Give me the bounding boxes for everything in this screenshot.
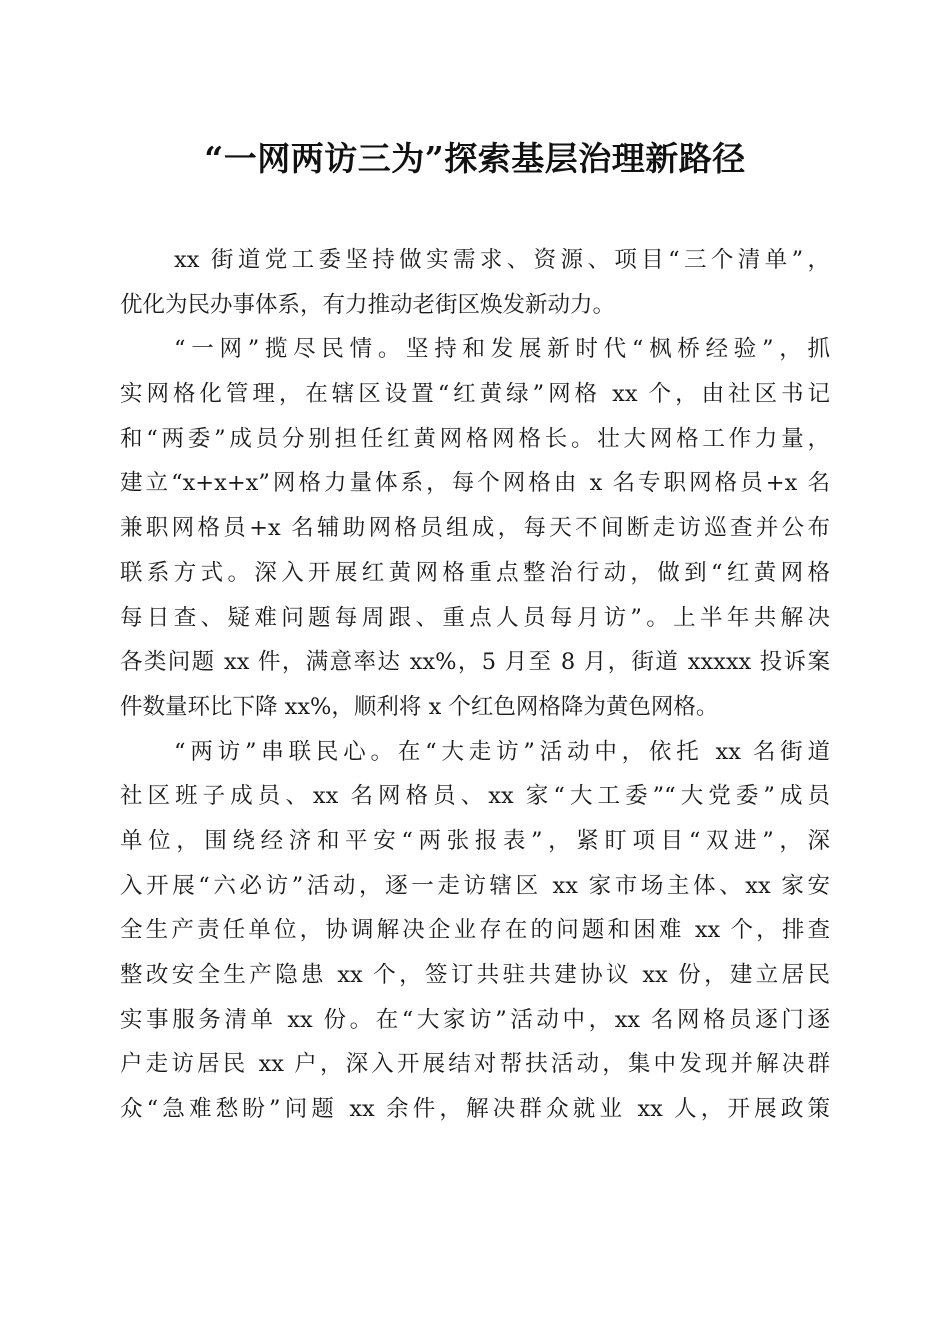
paragraph-line: 兼职网格员+x 名辅助网格员组成，每天不间断走访巡查并公布 xyxy=(120,515,830,542)
paragraph-line: 入开展“六必访”活动，逐一走访辖区 xx 家市场主体、xx 家安 xyxy=(120,872,830,899)
paragraph-line: 和“两委”成员分别担任红黄网格网格长。壮大网格工作力量， xyxy=(120,425,830,452)
paragraph-line: “一网”揽尽民情。坚持和发展新时代“枫桥经验”，抓 xyxy=(174,336,830,363)
paragraph-line: xx 街道党工委坚持做实需求、资源、项目“三个清单”， xyxy=(174,247,830,273)
paragraph-line: 联系方式。深入开展红黄网格重点整治行动，做到“红黄网格 xyxy=(120,559,830,586)
paragraph-line: “两访”串联民心。在“大走访”活动中，依托 xx 名街道 xyxy=(174,738,830,765)
paragraph-line: 每日查、疑难问题每周跟、重点人员每月访”。上半年共解决 xyxy=(120,604,830,631)
paragraph-line: 各类问题 xx 件，满意率达 xx%，5 月至 8 月，街道 xxxxx 投诉案 xyxy=(120,649,830,676)
paragraph-line: 整改安全生产隐患 xx 个，签订共驻共建协议 xx 份，建立居民 xyxy=(120,962,830,988)
document-body xyxy=(120,238,830,1132)
paragraph-line: 社区班子成员、xx 名网格员、xx 家“大工委”“大党委”成员 xyxy=(120,783,830,810)
paragraph-line: 单位，围绕经济和平安“两张报表”，紧盯项目“双进”，深 xyxy=(120,827,830,854)
paragraph-line: 实网格化管理，在辖区设置“红黄绿”网格 xx 个，由社区书记 xyxy=(120,381,830,408)
paragraph-line: 建立“x+x+x”网格力量体系，每个网格由 x 名专职网格员+x 名 xyxy=(120,470,830,497)
paragraph-line: 实事服务清单 xx 份。在“大家访”活动中，xx 名网格员逐门逐 xyxy=(120,1006,830,1033)
document-title: “一网两访三为”探索基层治理新路径 xyxy=(204,139,746,178)
paragraph-line: 优化为民办事体系，有力推动老街区焕发新动力。 xyxy=(120,291,616,318)
paragraph-line: 户走访居民 xx 户，深入开展结对帮扶活动，集中发现并解决群 xyxy=(120,1051,830,1078)
paragraph-line: 全生产责任单位，协调解决企业存在的问题和困难 xx 个，排查 xyxy=(120,917,830,944)
paragraph-line: 众“急难愁盼”问题 xx 余件，解决群众就业 xx 人，开展政策 xyxy=(120,1096,830,1123)
paragraph-line: 件数量环比下降 xx%，顺利将 x 个红色网格降为黄色网格。 xyxy=(120,693,719,720)
